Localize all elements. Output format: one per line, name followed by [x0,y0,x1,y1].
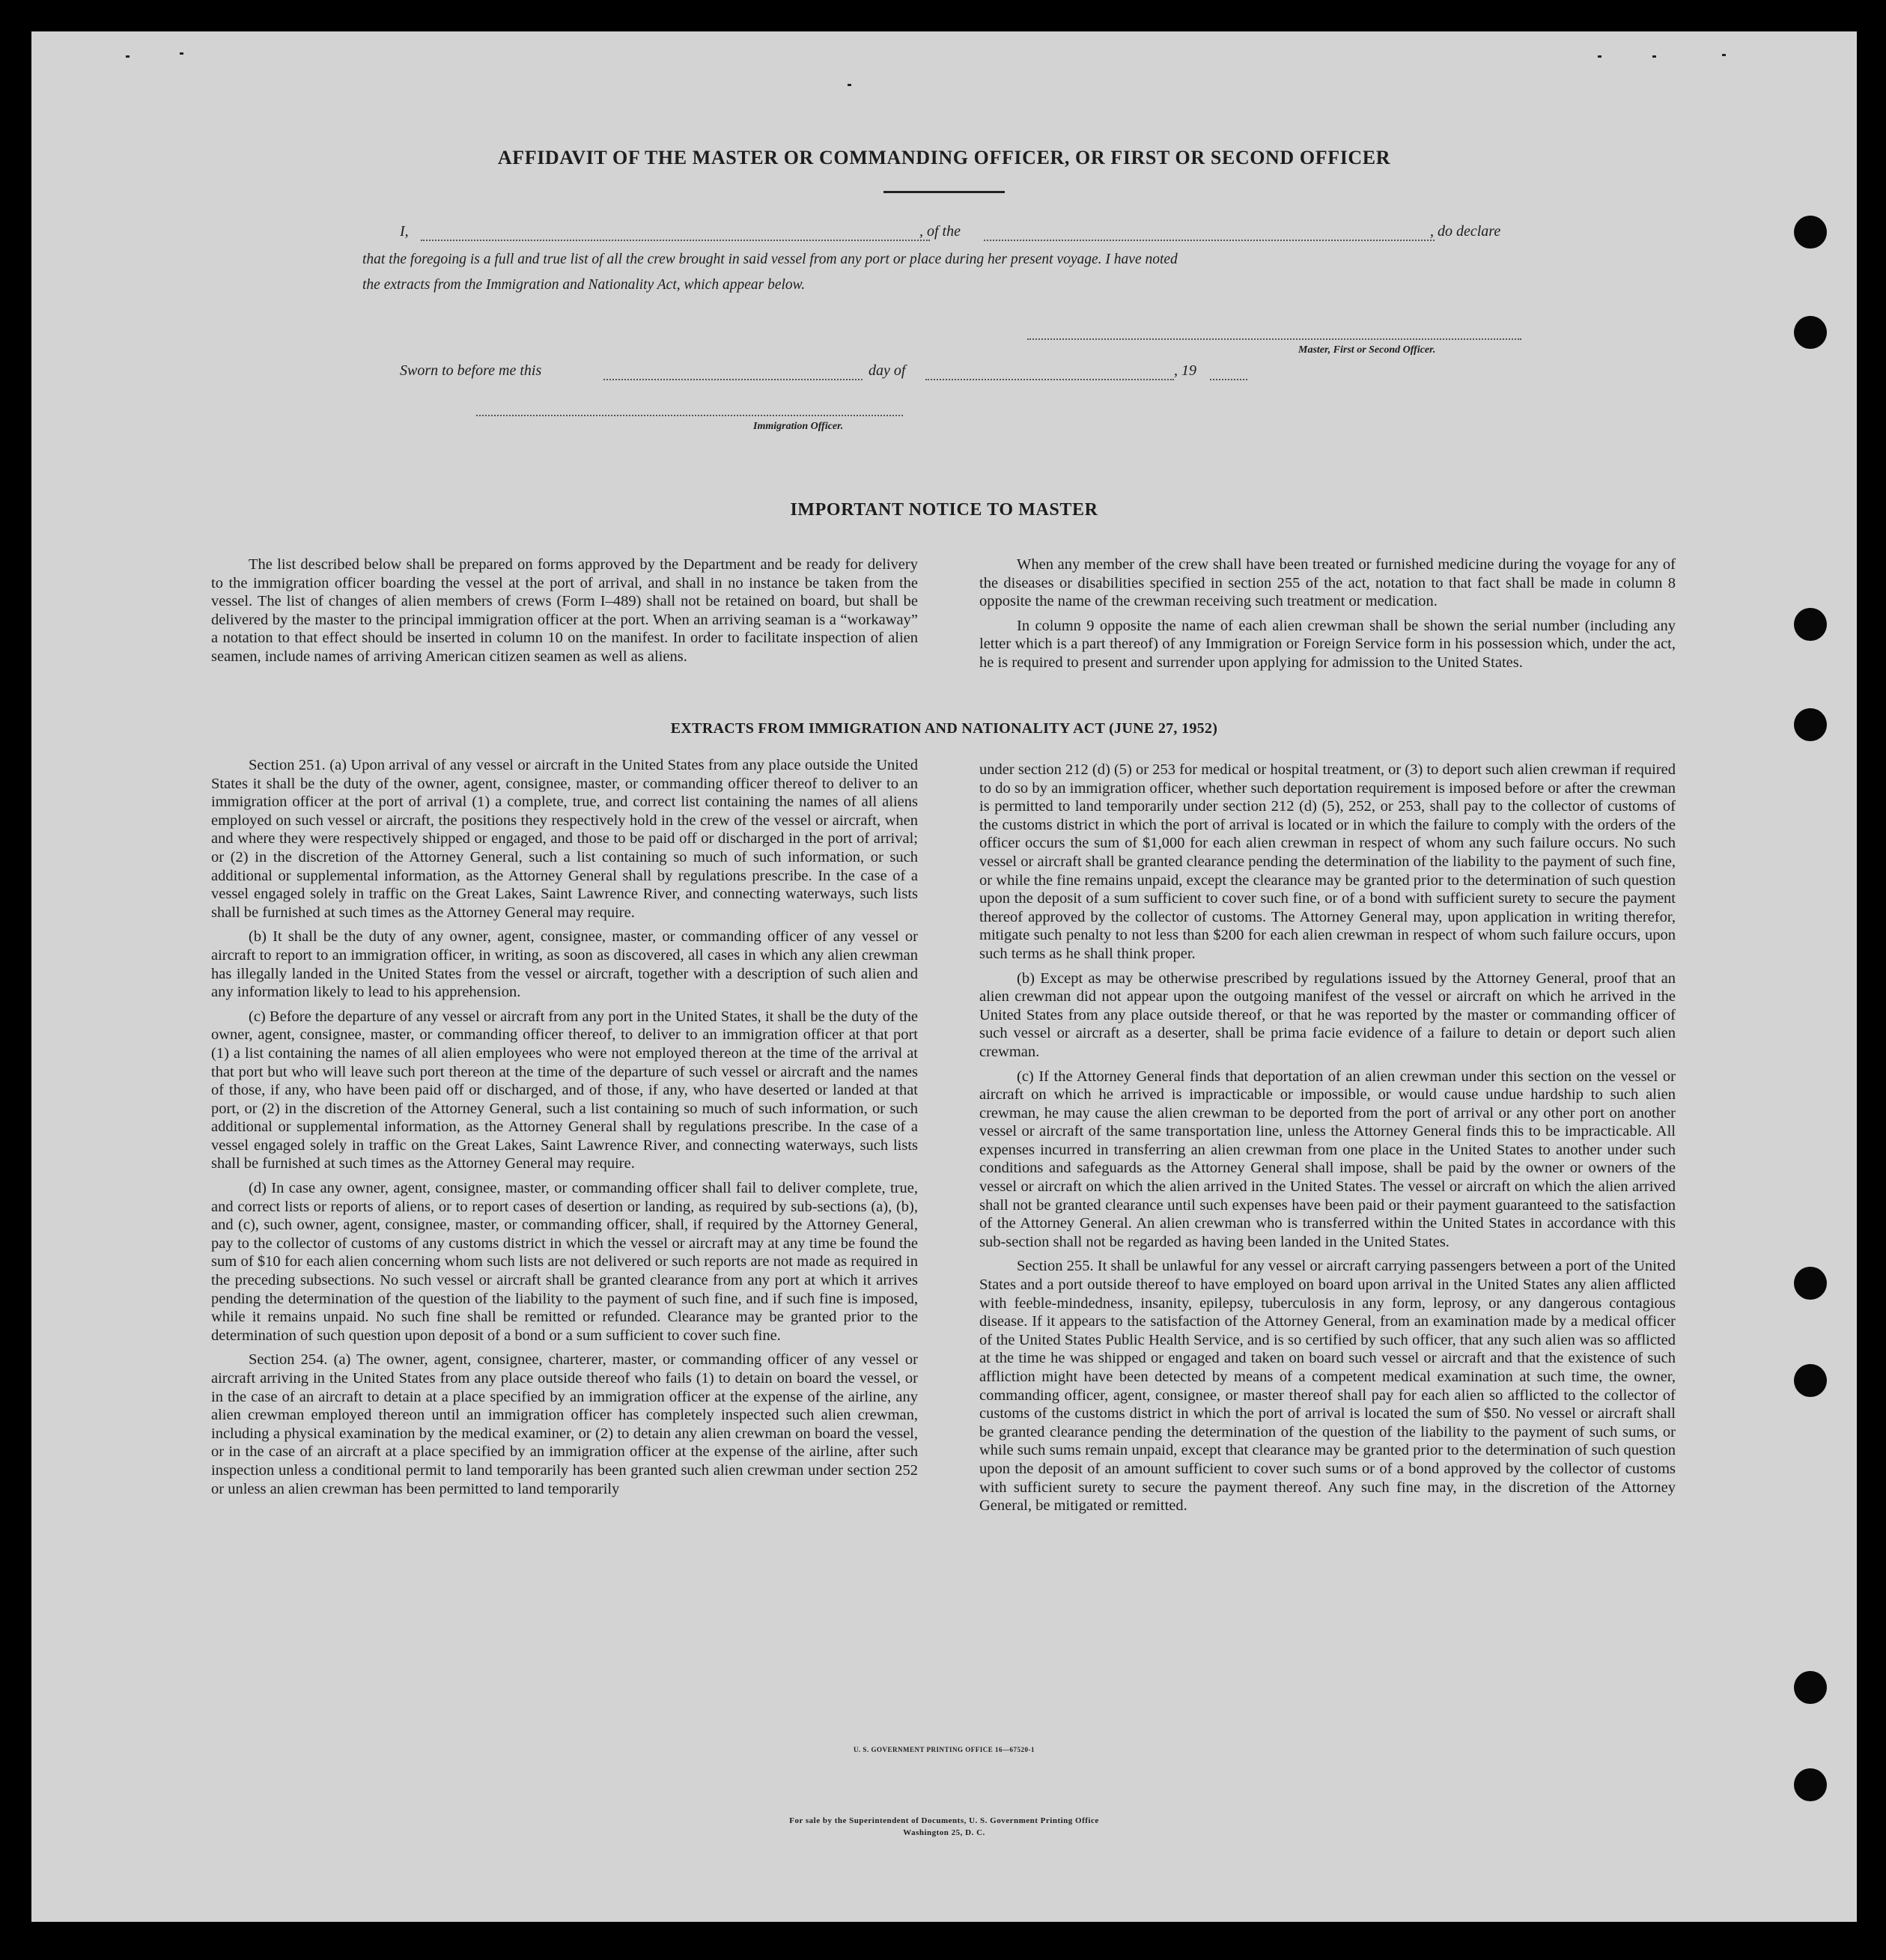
sworn-year-field[interactable] [1210,379,1247,380]
notice-paragraph: In column 9 opposite the name of each alien crewman shall be shown the serial number (including any letter which is a part thereof) of any Immigration or Foreign Service form in his possession which, under the act, he is required to present and surrender upon applying for admission to the United States. [979,617,1676,671]
binder-hole [1794,608,1827,641]
declare-label: , do declare [1430,223,1501,240]
binder-hole [1794,1671,1827,1704]
act-paragraph: Section 254. (a) The owner, agent, consignee, charterer, master, or commanding officer of any vessel or aircraft arriving in the United States from any place outside thereof who fails (1) to detain on board the vessel, or in the case of an aircraft to detain at a place specified by an immigration officer at the expense of the airline, any alien crewman employed thereon until an immigration officer has completely inspected such alien crewman, including a physical examination by the medical examiner, or (2) to detain any alien crewman on board the vessel, or in the case of an aircraft at a place specified by an immigration officer at the expense of the airline, after such inspection unless a conditional permit to land temporarily has been granted such alien crewman under section 252 or unless an alien crewman has been permitted to land temporarily [211,1351,918,1497]
notice-title: IMPORTANT NOTICE TO MASTER [790,500,1098,520]
notice-paragraph: The list described below shall be prepared on forms approved by the Department and be ready for delivery to the immigration officer boarding the vessel at the port of arrival, and shall in no instance be taken from the vessel. The list of changes of alien members of crews (Form I–489) shall not be retained on board, but shall be delivered by the master to the principal immigration officer at the port. When an arriving seaman is a “workaway” a notation to that effect should be inserted in column 10 on the manifest. In order to facilitate inspection of alien seamen, include names of arriving American citizen seamen as well as aliens. [211,556,918,665]
vessel-label: , of the [919,223,961,240]
binder-hole [1794,1267,1827,1300]
notice-paragraph: When any member of the crew shall have been treated or furnished medicine during the voyage for any of the diseases or disabilities specified in section 255 of the act, notation to that fact shall be made in column 8 opposite the name of the crewman receiving such treatment or medication. [979,556,1676,610]
speck [180,52,183,55]
sworn-day-field[interactable] [603,379,863,380]
act-paragraph: (b) Except as may be otherwise prescribed by regulations issued by the Attorney General, proof that an alien crewman did not appear upon the outgoing manifest of the vessel or aircraft on which he arrived in the United States from any place outside thereof, or that he was reported by the master or commanding officer of such vessel or aircraft as a deserter, shall be prima facie evidence of a failure to detain or deport such alien crewman. [979,970,1676,1060]
printing-office-imprint: U. S. GOVERNMENT PRINTING OFFICE 16—67520-1 [853,1746,1035,1753]
affidavit-title: AFFIDAVIT OF THE MASTER OR COMMANDING OFFICER, OR FIRST OR SECOND OFFICER [497,147,1391,168]
declarant-label: I, [400,223,409,240]
sworn-label: Sworn to before me this [400,362,542,379]
binder-hole [1794,1768,1827,1801]
officer-signature-label: Immigration Officer. [753,421,844,432]
act-paragraph: (d) In case any owner, agent, consignee, master, or commanding officer shall fail to deliver complete, true, and correct lists or reports of aliens, or to report cases of desertion or landing, as required by sub-sections (a), (b), and (c), such owner, agent, consignee, master, or commanding officer, shall, if required by the Attorney General, pay to the collector of customs of any customs district in which the vessel or aircraft may at any time be found the sum of $10 for each alien concerning whom such lists are not delivered or such reports are not made as required in the preceding subsections. No such vessel or aircraft shall be granted clearance from any port at which it arrives pending the determination of the question of the liability to the payment of such fine, and if such fine is imposed, while it remains unpaid. No such fine shall be remitted or refunded. Clearance may be granted prior to the determination of such question upon deposit of a bond or a sum sufficient to cover such fine. [211,1180,918,1344]
extracts-right-column [979,761,1676,1521]
master-signature-field[interactable] [1027,338,1521,340]
act-paragraph: Section 251. (a) Upon arrival of any vessel or aircraft in the United States from any place outside the United States it shall be the duty of the owner, agent, consignee, master, or commanding officer thereof to deliver to an immigration officer at the port of arrival (1) a complete, true, and correct list containing the names of all aliens employed on such vessel or aircraft, the positions they respectively hold in the crew of the vessel or aircraft, when and where they were respectively shipped or engaged, and those to be paid off or discharged in the port of arrival; or (2) in the discretion of the Attorney General, such a list containing so much of such information, or such additional or supplemental information, as the Attorney General shall by regulations prescribe. In the case of a vessel engaged solely in traffic on the Great Lakes, Saint Lawrence River, and connecting waterways, such lists shall be furnished at such times as the Attorney General may require. [211,757,918,921]
binder-hole [1794,1364,1827,1397]
affidavit-text-line2: that the foregoing is a full and true list of all the crew brought in said vessel from any port or place during her present voyage. I have noted [362,252,1178,267]
act-paragraph: (b) It shall be the duty of any owner, agent, consignee, master, or commanding officer of any vessel or aircraft to report to an immigration officer, in writing, as soon as discovered, all cases in which any alien crewman has illegally landed in the United States from the vessel or aircraft, together with a description of such alien and any information likely to lead to his apprehension. [211,928,918,1001]
sworn-month-field[interactable] [925,379,1174,380]
title-rule [883,191,1005,193]
speck [126,55,130,58]
speck [848,84,851,86]
extracts-left-column [211,756,918,1504]
act-paragraph: (c) If the Attorney General finds that deportation of an alien crewman under this section on the vessel or aircraft on which he arrived is impracticable or impossible, or would cause undue hardship to such alien crewman, he may cause the alien crewman to be deported from the port of arrival or any other port on another vessel or aircraft of the same transportation line, unless the Attorney General finds this to be impracticable. All expenses incurred in transferring an alien crewman from one place in the United States to another under such conditions and safeguards as the Attorney General shall impose, shall be paid by the owner or owners of the vessel or aircraft on which the alien arrived in the United States. The vessel or aircraft on which the alien arrived shall not be granted clearance until such expenses have been paid or their payment guaranteed to the satisfaction of the Attorney General. An alien crewman who is transferred within the United States in accordance with this sub-section shall not be regarded as having been landed in the United States. [979,1068,1676,1250]
sale-notice-line1: For sale by the Superintendent of Documents, U. S. Government Printing Office [789,1816,1099,1825]
act-paragraph: under section 212 (d) (5) or 253 for medical or hospital treatment, or (3) to deport such alien crewman if required to do so by an immigration officer, whether such deportation requirement is imposed before or after the crewman is permitted to land temporarily under section 212 (d) (5), 252, or 253, shall pay to the collector of customs of the customs district in which the port of arrival is located or in which the failure to comply with the orders of the officer occurs the sum of $1,000 for each alien crewman in respect of whom any such failure occurs. No such vessel or aircraft shall be granted clearance pending the determination of the liability to the payment of such fine, or while the fine remains unpaid, except the clearance may be granted prior to the determination of such question upon the deposit of a sum sufficient to cover such fine, or of a bond with sufficient surety to secure the payment thereof approved by the collector of customs. The Attorney General may, upon application in writing therefor, mitigate such penalty to not less than $200 for each alien crewman in respect of whom such failure occurs, upon such terms as he shall think proper. [979,761,1676,962]
form-page [31,31,1857,1922]
vessel-name-field[interactable] [984,240,1435,241]
declarant-name-field[interactable] [421,240,930,241]
master-signature-label: Master, First or Second Officer. [1298,344,1436,356]
speck [1652,55,1656,58]
speck [1598,55,1601,58]
notice-left-column [211,556,918,672]
affidavit-text-line3: the extracts from the Immigration and Nationality Act, which appear below. [362,277,806,293]
day-of-label: day of [869,362,906,379]
speck [1722,54,1726,56]
officer-signature-field[interactable] [476,415,903,416]
extracts-title: EXTRACTS FROM IMMIGRATION AND NATIONALITY ACT (JUNE 27, 1952) [670,720,1218,737]
sale-notice-line2: Washington 25, D. C. [903,1828,985,1837]
binder-hole [1794,216,1827,249]
binder-hole [1794,316,1827,349]
act-paragraph: (c) Before the departure of any vessel or aircraft from any port in the United States, it shall be the duty of the owner, agent, consignee, master, or commanding officer thereof, to deliver to an immigration officer at that port (1) a list containing the names of all alien employees who were not employed thereon at the time of the arrival at that port but who will leave such port thereon at the time of the departure of such vessel or aircraft and the names of those, if any, who have been paid off or discharged, and of those, if any, who have deserted or landed at that port, or (2) in the discretion of the Attorney General, such a list containing so much of such information, or such additional or supplemental information, as the Attorney General shall by regulations prescribe. In the case of a vessel engaged solely in traffic on the Great Lakes, Saint Lawrence River, and connecting waterways, such lists shall be furnished at such times as the Attorney General may require. [211,1008,918,1172]
year-label: , 19 [1174,362,1196,379]
notice-right-column [979,556,1676,678]
act-paragraph: Section 255. It shall be unlawful for any vessel or aircraft carrying passengers between a port of the United States and a port outside thereof to have employed on board upon arrival in the United States any alien afflicted with feeble-mindedness, insanity, epilepsy, tuberculosis in any form, leprosy, or any dangerous contagious disease. If it appears to the satisfaction of the Attorney General, from an examination made by a medical officer of the United States Public Health Service, and is so certified by such officer, that any such alien was so afflicted at the time he was shipped or engaged and taken on board such vessel or aircraft and that the existence of such affliction might have been detected by means of a competent medical examination at such time, the owner, commanding officer, agent, consignee, or master thereof shall pay for each alien so afflicted to the collector of customs of the customs district in which the port of arrival is located the sum of $50. No vessel or aircraft shall be granted clearance pending the determination of the question of the liability to the payment of such sums, or while such sums remain unpaid, except that clearance may be granted prior to the determination of such question upon the deposit of an amount sufficient to cover such sums or of a bond approved by the collector of customs with sufficient surety to secure the payment thereof. Any such fine may, in the discretion of the Attorney General, be mitigated or remitted. [979,1258,1676,1515]
